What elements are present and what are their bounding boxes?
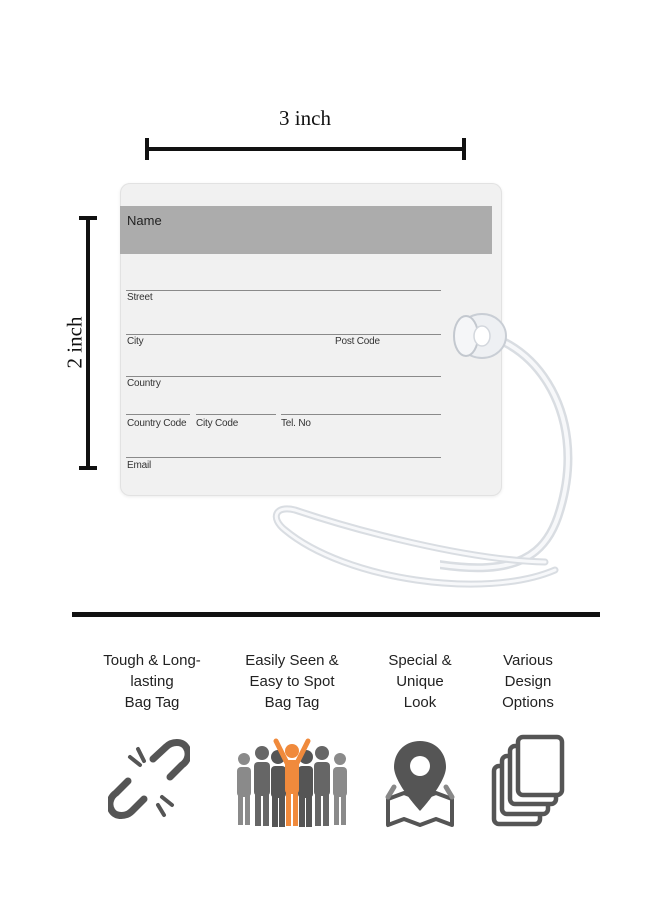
name-field-label: Name — [127, 213, 162, 228]
section-divider — [72, 612, 600, 617]
feature-unique-text: Special & Unique Look — [388, 652, 452, 711]
post-code-label: Post Code — [335, 336, 380, 347]
strap-grommet — [448, 308, 510, 364]
country-label: Country — [127, 378, 161, 389]
email-label: Email — [127, 460, 152, 471]
feature-visible-text: Easily Seen & Easy to Spot Bag Tag — [245, 652, 339, 711]
street-line — [126, 290, 441, 291]
width-dimension-label: 3 inch — [279, 106, 331, 130]
tel-no-line — [281, 414, 441, 415]
email-line — [126, 457, 441, 458]
width-dimension-line — [145, 147, 466, 151]
name-bar — [120, 206, 492, 254]
map-pin-icon — [384, 737, 456, 829]
city-code-line — [196, 414, 276, 415]
city-line — [126, 334, 441, 335]
crowd-standout-icon — [234, 737, 350, 829]
feature-designs-text: Various Design Options — [502, 652, 554, 711]
country-line — [126, 376, 441, 377]
tel-no-label: Tel. No — [281, 418, 311, 429]
stacked-cards-icon — [490, 734, 566, 832]
street-label: Street — [127, 292, 153, 303]
city-label: City — [127, 336, 144, 347]
height-dimension-label: 2 inch — [62, 316, 87, 369]
feature-tough-text: Tough & Long- lasting Bag Tag — [103, 652, 201, 711]
country-code-label: Country Code — [127, 418, 187, 429]
city-code-label: City Code — [196, 418, 239, 429]
broken-chain-icon — [108, 737, 190, 823]
tag-strap-loop — [265, 500, 565, 600]
country-code-line — [126, 414, 190, 415]
